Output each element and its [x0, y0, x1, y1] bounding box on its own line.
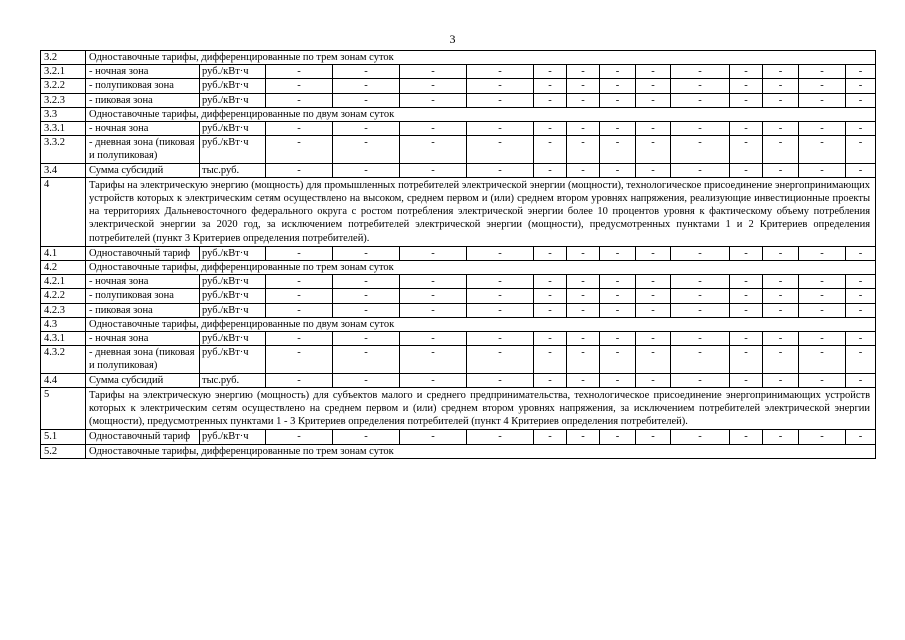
value-cell: -	[636, 93, 671, 107]
row-number: 3.3.2	[41, 136, 86, 163]
value-cell: -	[600, 136, 636, 163]
value-cell: -	[333, 246, 400, 260]
tariff-name: - полупиковая зона	[86, 289, 200, 303]
row-number: 4	[41, 177, 86, 246]
value-cell: -	[636, 289, 671, 303]
row-number: 4.2	[41, 261, 86, 275]
unit-cell: руб./кВт·ч	[200, 65, 266, 79]
row-number: 5	[41, 387, 86, 430]
value-cell: -	[467, 275, 534, 289]
value-cell: -	[763, 332, 799, 346]
value-cell: -	[266, 430, 333, 444]
value-cell: -	[467, 430, 534, 444]
table-row	[41, 65, 876, 79]
value-cell: -	[763, 430, 799, 444]
value-cell: -	[567, 303, 600, 317]
value-cell: -	[266, 122, 333, 136]
value-cell: -	[671, 246, 730, 260]
value-cell: -	[266, 346, 333, 373]
subsection-title: Одноставочные тарифы, дифференцированные по двум зонам суток	[86, 317, 876, 331]
value-cell: -	[671, 93, 730, 107]
value-cell: -	[400, 373, 467, 387]
value-cell: -	[333, 346, 400, 373]
value-cell: -	[534, 346, 567, 373]
value-cell: -	[333, 275, 400, 289]
value-cell: -	[671, 136, 730, 163]
value-cell: -	[534, 136, 567, 163]
value-cell: -	[333, 289, 400, 303]
value-cell: -	[266, 303, 333, 317]
value-cell: -	[266, 136, 333, 163]
value-cell: -	[467, 332, 534, 346]
row-number: 3.2.2	[41, 79, 86, 93]
value-cell: -	[567, 289, 600, 303]
value-cell: -	[763, 275, 799, 289]
value-cell: -	[671, 346, 730, 373]
row-number: 4.2.3	[41, 303, 86, 317]
unit-cell: руб./кВт·ч	[200, 289, 266, 303]
value-cell: -	[400, 65, 467, 79]
value-cell: -	[730, 346, 763, 373]
table-row	[41, 122, 876, 136]
value-cell: -	[467, 136, 534, 163]
value-cell: -	[730, 122, 763, 136]
subsection-title: Одноставочные тарифы, дифференцированные по двум зонам суток	[86, 107, 876, 121]
value-cell: -	[467, 79, 534, 93]
value-cell: -	[266, 79, 333, 93]
value-cell: -	[600, 346, 636, 373]
subsection-header-row	[41, 107, 876, 121]
unit-cell: руб./кВт·ч	[200, 275, 266, 289]
tariff-name: Сумма субсидий	[86, 163, 200, 177]
value-cell: -	[799, 93, 846, 107]
tariff-name: - ночная зона	[86, 65, 200, 79]
value-cell: -	[799, 373, 846, 387]
value-cell: -	[534, 93, 567, 107]
unit-cell: тыс.руб.	[200, 373, 266, 387]
value-cell: -	[636, 65, 671, 79]
value-cell: -	[600, 246, 636, 260]
value-cell: -	[467, 303, 534, 317]
value-cell: -	[567, 163, 600, 177]
value-cell: -	[400, 346, 467, 373]
value-cell: -	[333, 303, 400, 317]
value-cell: -	[600, 93, 636, 107]
table-row	[41, 346, 876, 373]
value-cell: -	[763, 303, 799, 317]
value-cell: -	[266, 163, 333, 177]
value-cell: -	[400, 79, 467, 93]
value-cell: -	[266, 65, 333, 79]
value-cell: -	[636, 79, 671, 93]
value-cell: -	[467, 346, 534, 373]
value-cell: -	[400, 430, 467, 444]
tariff-table	[40, 50, 876, 459]
value-cell: -	[567, 246, 600, 260]
value-cell: -	[400, 289, 467, 303]
value-cell: -	[400, 246, 467, 260]
value-cell: -	[467, 65, 534, 79]
value-cell: -	[799, 163, 846, 177]
value-cell: -	[400, 163, 467, 177]
value-cell: -	[636, 163, 671, 177]
value-cell: -	[799, 346, 846, 373]
value-cell: -	[730, 289, 763, 303]
value-cell: -	[763, 246, 799, 260]
value-cell: -	[333, 79, 400, 93]
value-cell: -	[567, 373, 600, 387]
table-row	[41, 136, 876, 163]
table-row	[41, 246, 876, 260]
value-cell: -	[333, 332, 400, 346]
value-cell: -	[467, 163, 534, 177]
value-cell: -	[730, 275, 763, 289]
value-cell: -	[567, 122, 600, 136]
value-cell: -	[763, 65, 799, 79]
value-cell: -	[266, 373, 333, 387]
table-row	[41, 93, 876, 107]
subsection-header-row	[41, 261, 876, 275]
value-cell: -	[600, 303, 636, 317]
value-cell: -	[600, 79, 636, 93]
value-cell: -	[846, 79, 876, 93]
value-cell: -	[636, 246, 671, 260]
value-cell: -	[400, 136, 467, 163]
value-cell: -	[846, 303, 876, 317]
tariff-name: - ночная зона	[86, 275, 200, 289]
value-cell: -	[534, 79, 567, 93]
table-row	[41, 79, 876, 93]
unit-cell: руб./кВт·ч	[200, 93, 266, 107]
value-cell: -	[266, 275, 333, 289]
value-cell: -	[636, 122, 671, 136]
value-cell: -	[763, 289, 799, 303]
value-cell: -	[730, 332, 763, 346]
value-cell: -	[763, 93, 799, 107]
value-cell: -	[266, 289, 333, 303]
value-cell: -	[333, 163, 400, 177]
row-number: 4.2.2	[41, 289, 86, 303]
subsection-title: Одноставочные тарифы, дифференцированные по трем зонам суток	[86, 261, 876, 275]
value-cell: -	[567, 93, 600, 107]
subsection-header-row	[41, 51, 876, 65]
value-cell: -	[534, 430, 567, 444]
value-cell: -	[671, 275, 730, 289]
value-cell: -	[333, 122, 400, 136]
value-cell: -	[467, 122, 534, 136]
value-cell: -	[799, 303, 846, 317]
value-cell: -	[400, 303, 467, 317]
value-cell: -	[600, 275, 636, 289]
value-cell: -	[846, 65, 876, 79]
row-number: 3.2.1	[41, 65, 86, 79]
value-cell: -	[636, 332, 671, 346]
value-cell: -	[567, 346, 600, 373]
tariff-name: - дневная зона (пиковая и полупиковая)	[86, 136, 200, 163]
value-cell: -	[763, 122, 799, 136]
value-cell: -	[730, 65, 763, 79]
tariff-name: Сумма субсидий	[86, 373, 200, 387]
value-cell: -	[730, 373, 763, 387]
value-cell: -	[567, 275, 600, 289]
subsection-header-row	[41, 444, 876, 458]
table-row	[41, 332, 876, 346]
value-cell: -	[600, 430, 636, 444]
value-cell: -	[799, 79, 846, 93]
value-cell: -	[846, 332, 876, 346]
subsection-title: Одноставочные тарифы, дифференцированные по трем зонам суток	[86, 51, 876, 65]
value-cell: -	[846, 289, 876, 303]
value-cell: -	[799, 275, 846, 289]
value-cell: -	[567, 79, 600, 93]
unit-cell: руб./кВт·ч	[200, 136, 266, 163]
value-cell: -	[799, 332, 846, 346]
table-row	[41, 373, 876, 387]
value-cell: -	[636, 373, 671, 387]
row-number: 5.1	[41, 430, 86, 444]
value-cell: -	[799, 122, 846, 136]
tariff-name: - полупиковая зона	[86, 79, 200, 93]
value-cell: -	[333, 430, 400, 444]
value-cell: -	[333, 65, 400, 79]
table-row	[41, 303, 876, 317]
value-cell: -	[600, 65, 636, 79]
unit-cell: руб./кВт·ч	[200, 79, 266, 93]
value-cell: -	[534, 275, 567, 289]
row-number: 4.3	[41, 317, 86, 331]
unit-cell: руб./кВт·ч	[200, 430, 266, 444]
value-cell: -	[671, 122, 730, 136]
value-cell: -	[567, 332, 600, 346]
value-cell: -	[846, 93, 876, 107]
value-cell: -	[567, 136, 600, 163]
value-cell: -	[534, 246, 567, 260]
unit-cell: руб./кВт·ч	[200, 122, 266, 136]
value-cell: -	[671, 289, 730, 303]
unit-cell: руб./кВт·ч	[200, 332, 266, 346]
row-number: 3.3.1	[41, 122, 86, 136]
value-cell: -	[671, 65, 730, 79]
value-cell: -	[600, 332, 636, 346]
page-number: 3	[449, 32, 456, 46]
value-cell: -	[534, 163, 567, 177]
value-cell: -	[671, 79, 730, 93]
value-cell: -	[600, 163, 636, 177]
value-cell: -	[636, 303, 671, 317]
value-cell: -	[846, 122, 876, 136]
table-row	[41, 275, 876, 289]
value-cell: -	[567, 430, 600, 444]
value-cell: -	[636, 275, 671, 289]
section-header-row	[41, 177, 876, 246]
value-cell: -	[730, 430, 763, 444]
value-cell: -	[671, 163, 730, 177]
value-cell: -	[600, 122, 636, 136]
tariff-name: Одноставочный тариф	[86, 430, 200, 444]
value-cell: -	[846, 163, 876, 177]
value-cell: -	[763, 163, 799, 177]
unit-cell: руб./кВт·ч	[200, 346, 266, 373]
value-cell: -	[763, 79, 799, 93]
value-cell: -	[846, 246, 876, 260]
value-cell: -	[671, 373, 730, 387]
value-cell: -	[266, 93, 333, 107]
value-cell: -	[799, 65, 846, 79]
unit-cell: руб./кВт·ч	[200, 246, 266, 260]
value-cell: -	[799, 289, 846, 303]
subsection-header-row	[41, 317, 876, 331]
subsection-title: Одноставочные тарифы, дифференцированные по трем зонам суток	[86, 444, 876, 458]
value-cell: -	[636, 346, 671, 373]
row-number: 4.1	[41, 246, 86, 260]
section-description: Тарифы на электрическую энергию (мощность) для промышленных потребителей электрической энергии (мощности), технологическое присоединение энергопринимающих устройств которых к электрическим сетям осуществлено на высоком, среднем первом и (или) среднем втором уровнях напряжения, реализующие инвестиционные проекты на территориях Дальневосточного федерального округа с ростом потребления электрической энергии более 10 процентов уровня к фактическому объему потребления электрической энергии за 2020 год, за исключением потребителей электрической энергии (мощности), предусмотренных пунктами 1 и 2 Критериев определения потребителей (пункт 3 Критериев определения потребителей).	[86, 177, 876, 246]
value-cell: -	[534, 373, 567, 387]
value-cell: -	[400, 122, 467, 136]
value-cell: -	[671, 303, 730, 317]
value-cell: -	[671, 332, 730, 346]
value-cell: -	[400, 93, 467, 107]
value-cell: -	[333, 93, 400, 107]
value-cell: -	[467, 246, 534, 260]
value-cell: -	[636, 136, 671, 163]
value-cell: -	[333, 373, 400, 387]
value-cell: -	[534, 332, 567, 346]
value-cell: -	[534, 122, 567, 136]
table-row	[41, 163, 876, 177]
value-cell: -	[730, 93, 763, 107]
value-cell: -	[467, 93, 534, 107]
value-cell: -	[600, 289, 636, 303]
value-cell: -	[266, 246, 333, 260]
value-cell: -	[534, 65, 567, 79]
row-number: 3.3	[41, 107, 86, 121]
tariff-name: - пиковая зона	[86, 303, 200, 317]
value-cell: -	[763, 373, 799, 387]
value-cell: -	[763, 136, 799, 163]
value-cell: -	[400, 332, 467, 346]
table-row	[41, 289, 876, 303]
value-cell: -	[799, 430, 846, 444]
row-number: 4.2.1	[41, 275, 86, 289]
tariff-name: Одноставочный тариф	[86, 246, 200, 260]
section-description: Тарифы на электрическую энергию (мощность) для субъектов малого и среднего предпринимательства, технологическое присоединение энергопринимающих устройств которых к электрическим сетям осуществлено на среднем первом и (или) среднем втором уровнях напряжения, за исключением потребителей электрической энергии (мощности), предусмотренных пунктами 1 - 3 Критериев определения потребителей (пункт 4 Критериев определения потребителей).	[86, 387, 876, 430]
value-cell: -	[600, 373, 636, 387]
value-cell: -	[846, 346, 876, 373]
value-cell: -	[636, 430, 671, 444]
row-number: 4.3.1	[41, 332, 86, 346]
value-cell: -	[400, 275, 467, 289]
row-number: 4.3.2	[41, 346, 86, 373]
value-cell: -	[730, 163, 763, 177]
value-cell: -	[266, 332, 333, 346]
value-cell: -	[846, 430, 876, 444]
row-number: 4.4	[41, 373, 86, 387]
value-cell: -	[846, 136, 876, 163]
row-number: 3.2.3	[41, 93, 86, 107]
value-cell: -	[730, 136, 763, 163]
value-cell: -	[534, 289, 567, 303]
row-number: 3.2	[41, 51, 86, 65]
value-cell: -	[799, 246, 846, 260]
tariff-name: - ночная зона	[86, 122, 200, 136]
value-cell: -	[671, 430, 730, 444]
tariff-table-body	[41, 51, 876, 459]
value-cell: -	[730, 246, 763, 260]
row-number: 5.2	[41, 444, 86, 458]
value-cell: -	[534, 303, 567, 317]
value-cell: -	[730, 303, 763, 317]
unit-cell: руб./кВт·ч	[200, 303, 266, 317]
value-cell: -	[333, 136, 400, 163]
tariff-name: - пиковая зона	[86, 93, 200, 107]
value-cell: -	[730, 79, 763, 93]
unit-cell: тыс.руб.	[200, 163, 266, 177]
tariff-name: - ночная зона	[86, 332, 200, 346]
value-cell: -	[799, 136, 846, 163]
section-header-row	[41, 387, 876, 430]
value-cell: -	[763, 346, 799, 373]
value-cell: -	[846, 275, 876, 289]
value-cell: -	[846, 373, 876, 387]
value-cell: -	[567, 65, 600, 79]
row-number: 3.4	[41, 163, 86, 177]
tariff-name: - дневная зона (пиковая и полупиковая)	[86, 346, 200, 373]
value-cell: -	[467, 373, 534, 387]
value-cell: -	[467, 289, 534, 303]
table-row	[41, 430, 876, 444]
